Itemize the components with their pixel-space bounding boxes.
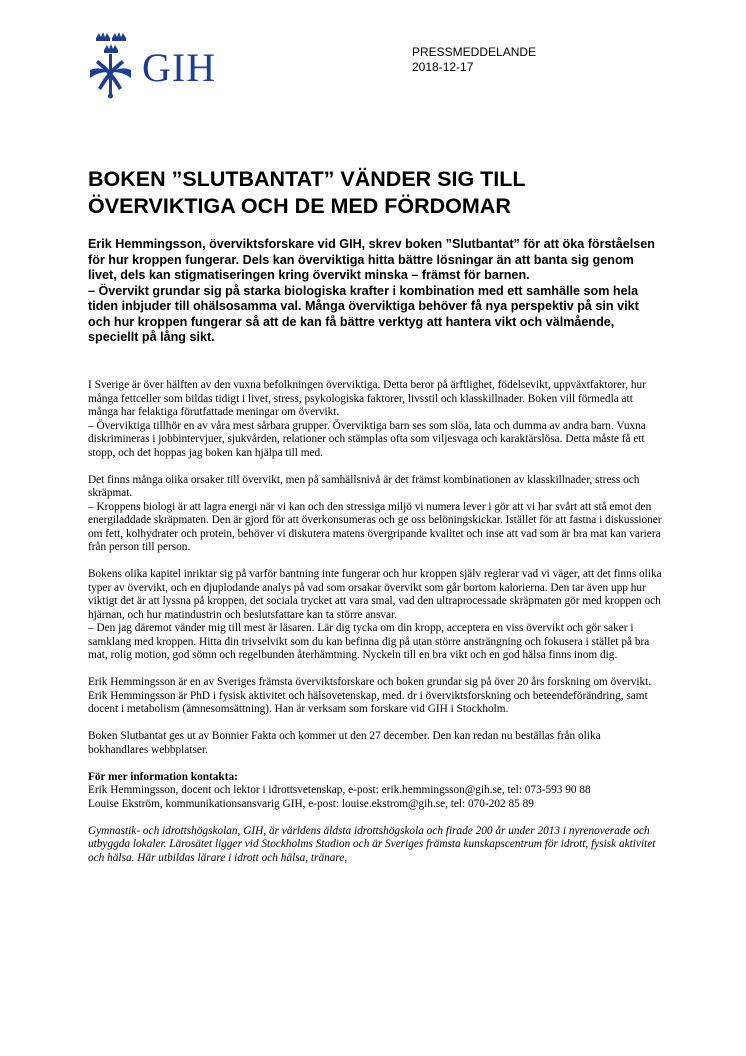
logo-text: GIH bbox=[142, 45, 217, 90]
headline-line-2: ÖVERVIKTIGA OCH DE MED FÖRDOMAR bbox=[88, 194, 511, 218]
body-paragraph: Bokens olika kapitel inriktar sig på varför bantning inte fungerar och hur kroppen själv reglerar vad vi väger, att det finns olika typer av övervikt, och en djuplodande analys på vad som orsakar övervikt som går bortom kalorierna. Den tar även upp hur viktigt det är att lyssna på kroppen, det sociala trycket att vara smal, vad den ultraprocessade skräpmaten gör med kroppen och hjärnan, och hur matindustrin och beslutsfattare kan ta större ansvar. bbox=[88, 568, 662, 621]
headline-line-1: BOKEN ”SLUTBANTAT” VÄNDER SIG TILL bbox=[88, 167, 526, 191]
lead-paragraph: Erik Hemmingsson, överviktsforskare vid GIH, skrev boken ”Slutbantat” för att öka förståelsen för hur kroppen fungerar. Dels kan överviktiga hitta bättre lösningar än att banta sig genom livet, dels kan stigmatiseringen kring övervikt minska – främst för barnen. bbox=[88, 237, 655, 282]
lead-paragraphs bbox=[88, 237, 660, 346]
press-label: PRESSMEDDELANDE bbox=[412, 45, 537, 59]
body-paragraph: – Överviktiga tillhör en av våra mest sårbara grupper. Överviktiga barn ses som slöa, lata och dumma av andra barn. Vuxna diskrimineras i jobbintervjuer, sjukvården, relationer och stämplas ofta som viljesvaga och karaktärslösa. Detta måste få ett stopp, och det hoppas jag boken kan hjälpa till med. bbox=[88, 419, 646, 459]
body-paragraph: Erik Hemmingsson är en av Sveriges främsta överviktsforskare och boken grundar sig på över 20 års forskning om övervikt. Erik Hemmingsson är PhD i fysisk aktivitet och hälsovetenskap, med. dr i överviktsforskning och beteendeförändring, samt docent i metabolism (ämnesomsättning). Han är verksam som forskare vid GIH i Stockholm. bbox=[88, 676, 652, 715]
contact-block bbox=[88, 771, 662, 812]
crowns-emblem-icon bbox=[86, 30, 146, 100]
headline bbox=[88, 166, 648, 220]
body-paragraph: I Sverige är över hälften av den vuxna befolkningen överviktiga. Detta beror på ärftlighet, födelsevikt, uppväxtfaktorer, hur många fettceller som bildas tidigt i livet, stress, psykologiska faktorer, livsstil och klasskillnader. Boken vill förmedla att många har felaktiga förutfattade meningar om övervikt. bbox=[88, 379, 646, 418]
body-paragraph: Det finns många olika orsaker till övervikt, men på samhällsnivå är det främst kombinationen av klasskillnader, stress och skräpmat. bbox=[88, 473, 640, 499]
body-text bbox=[88, 379, 662, 865]
contact-heading: För mer information kontakta: bbox=[88, 770, 238, 783]
footer-about: Gymnastik- och idrottshögskolan, GIH, är världens äldsta idrottshögskola och firade 200 år under 2013 i nyrenoverade och utbyggda lokaler. Lärosätet ligger vid Stockholms Stadion och är Sveriges främsta kunskapscentrum för idrott, fysisk aktivitet och hälsa. Här utbildas lärare i idrott och hälsa, tränare, bbox=[88, 824, 656, 864]
gih-logo bbox=[86, 30, 246, 100]
press-date: 2018-12-17 bbox=[412, 60, 474, 74]
contact-line: Louise Ekström, kommunikationsansvarig GIH, e-post: louise.ekstrom@gih.se, tel: 070-202 85 89 bbox=[88, 797, 534, 810]
contact-line: Erik Hemmingsson, docent och lektor i idrottsvetenskap, e-post: erik.hemmingsson@gih.se, tel: 073-593 90 88 bbox=[88, 784, 591, 796]
body-paragraph: Boken Slutbantat ges ut av Bonnier Fakta och kommer ut den 27 december. Den kan redan nu beställas från olika bokhandlares webbplatser. bbox=[88, 730, 601, 756]
body-paragraph: – Kroppens biologi är att lagra energi när vi kan och den stressiga miljö vi numera lever i gör att vi har svårt att stå emot den energiladdade skräpmaten. Den är gjord för att överkonsumeras och ge oss belöningskickar. Istället för att fastna i diskussioner om fett, kolhydrater och protein, behöver vi diskutera matens övergripande kvalitet och inse att vad som är bra mat kan variera från person till person. bbox=[88, 500, 662, 553]
lead-paragraph: – Övervikt grundar sig på starka biologiska krafter i kombination med ett samhälle som hela tiden inbjuder till ohälsosamma val. Många överviktiga behöver få nya perspektiv på sin vikt och hur kroppen fungerar så att de kan få bättre verktyg att hantera vikt och välmående, speciellt på lång sikt. bbox=[88, 283, 639, 344]
press-info bbox=[412, 45, 536, 75]
body-paragraph: – Den jag däremot vänder mig till mest är läsaren. Lär dig tycka om din kropp, acceptera en viss övervikt och gör saker i samklang med kroppen. Hitta din trivselvikt som du kan befinna dig på utan större ansträngning och fokusera i stället på bra mat, rolig motion, god sömn och regelbunden återhämtning. Nyckeln till en bra vikt och en god hälsa finns inom dig. bbox=[88, 622, 650, 661]
